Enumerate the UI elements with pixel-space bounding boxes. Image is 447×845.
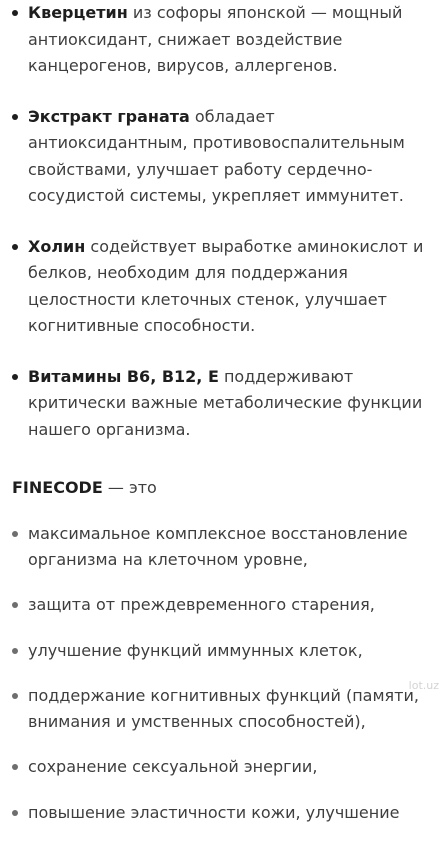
bullet-icon xyxy=(12,10,18,16)
ingredient-description: из софоры японской — мощный антиоксидант, снижает воздействие канцерогенов, вирусов, аллергенов. xyxy=(28,3,403,75)
benefit-text: поддержание когнитивных функций (памяти, внимания и умственных способностей), xyxy=(28,686,419,731)
benefit-text: повышение эластичности кожи, улучшение xyxy=(28,802,400,822)
benefit-text: максимальное комплексное восстановление организма на клеточном уровне, xyxy=(28,524,408,569)
bullet-icon xyxy=(12,531,18,537)
benefit-text: улучшение функций иммунных клеток, xyxy=(28,640,363,660)
ingredient-description: обладает антиоксидантным, противовоспалительным свойствами, улучшает работу сердечно-сосудистой системы, укрепляет иммунитет. xyxy=(28,106,405,205)
ingredient-item-quercetin xyxy=(12,0,437,80)
ingredient-description: поддерживают критически важные метаболические функции нашего организма. xyxy=(28,366,423,439)
ingredient-list xyxy=(12,0,437,443)
watermark-logo: lot.uz xyxy=(408,679,439,692)
ingredient-item-pomegranate xyxy=(12,104,437,210)
brand-name: FINECODE xyxy=(12,478,103,497)
ingredient-name: Холин xyxy=(28,236,86,256)
ingredient-name: Кверцетин xyxy=(28,3,128,22)
benefits-intro xyxy=(12,475,437,501)
bullet-icon xyxy=(12,764,18,770)
ingredient-name: Витамины В6, В12, Е xyxy=(28,366,219,386)
ingredient-item-choline xyxy=(12,234,437,340)
bullet-icon xyxy=(12,244,18,250)
benefit-item xyxy=(12,800,437,826)
bullet-icon xyxy=(12,374,18,380)
ingredient-description: содействует выработке аминокислот и белков, необходим для поддержания целостности клеточных стенок, улучшает когнитивные способности. xyxy=(28,236,424,335)
intro-text: — это xyxy=(102,478,157,497)
benefit-text: сохранение сексуальной энергии, xyxy=(28,757,318,776)
article-content xyxy=(12,0,437,845)
bullet-icon xyxy=(12,602,18,608)
ingredient-name: Экстракт граната xyxy=(28,106,190,126)
benefit-item xyxy=(12,592,437,618)
benefit-item xyxy=(12,638,437,664)
benefit-item xyxy=(12,521,437,572)
benefit-item xyxy=(12,754,437,780)
bullet-icon xyxy=(12,810,18,816)
bullet-icon xyxy=(12,693,18,699)
benefit-text: защита от преждевременного старения, xyxy=(28,595,375,614)
bullet-icon xyxy=(12,648,18,654)
bullet-icon xyxy=(12,114,18,120)
ingredient-item-vitamins xyxy=(12,364,437,444)
benefit-list xyxy=(12,521,437,825)
benefit-item xyxy=(12,683,437,734)
